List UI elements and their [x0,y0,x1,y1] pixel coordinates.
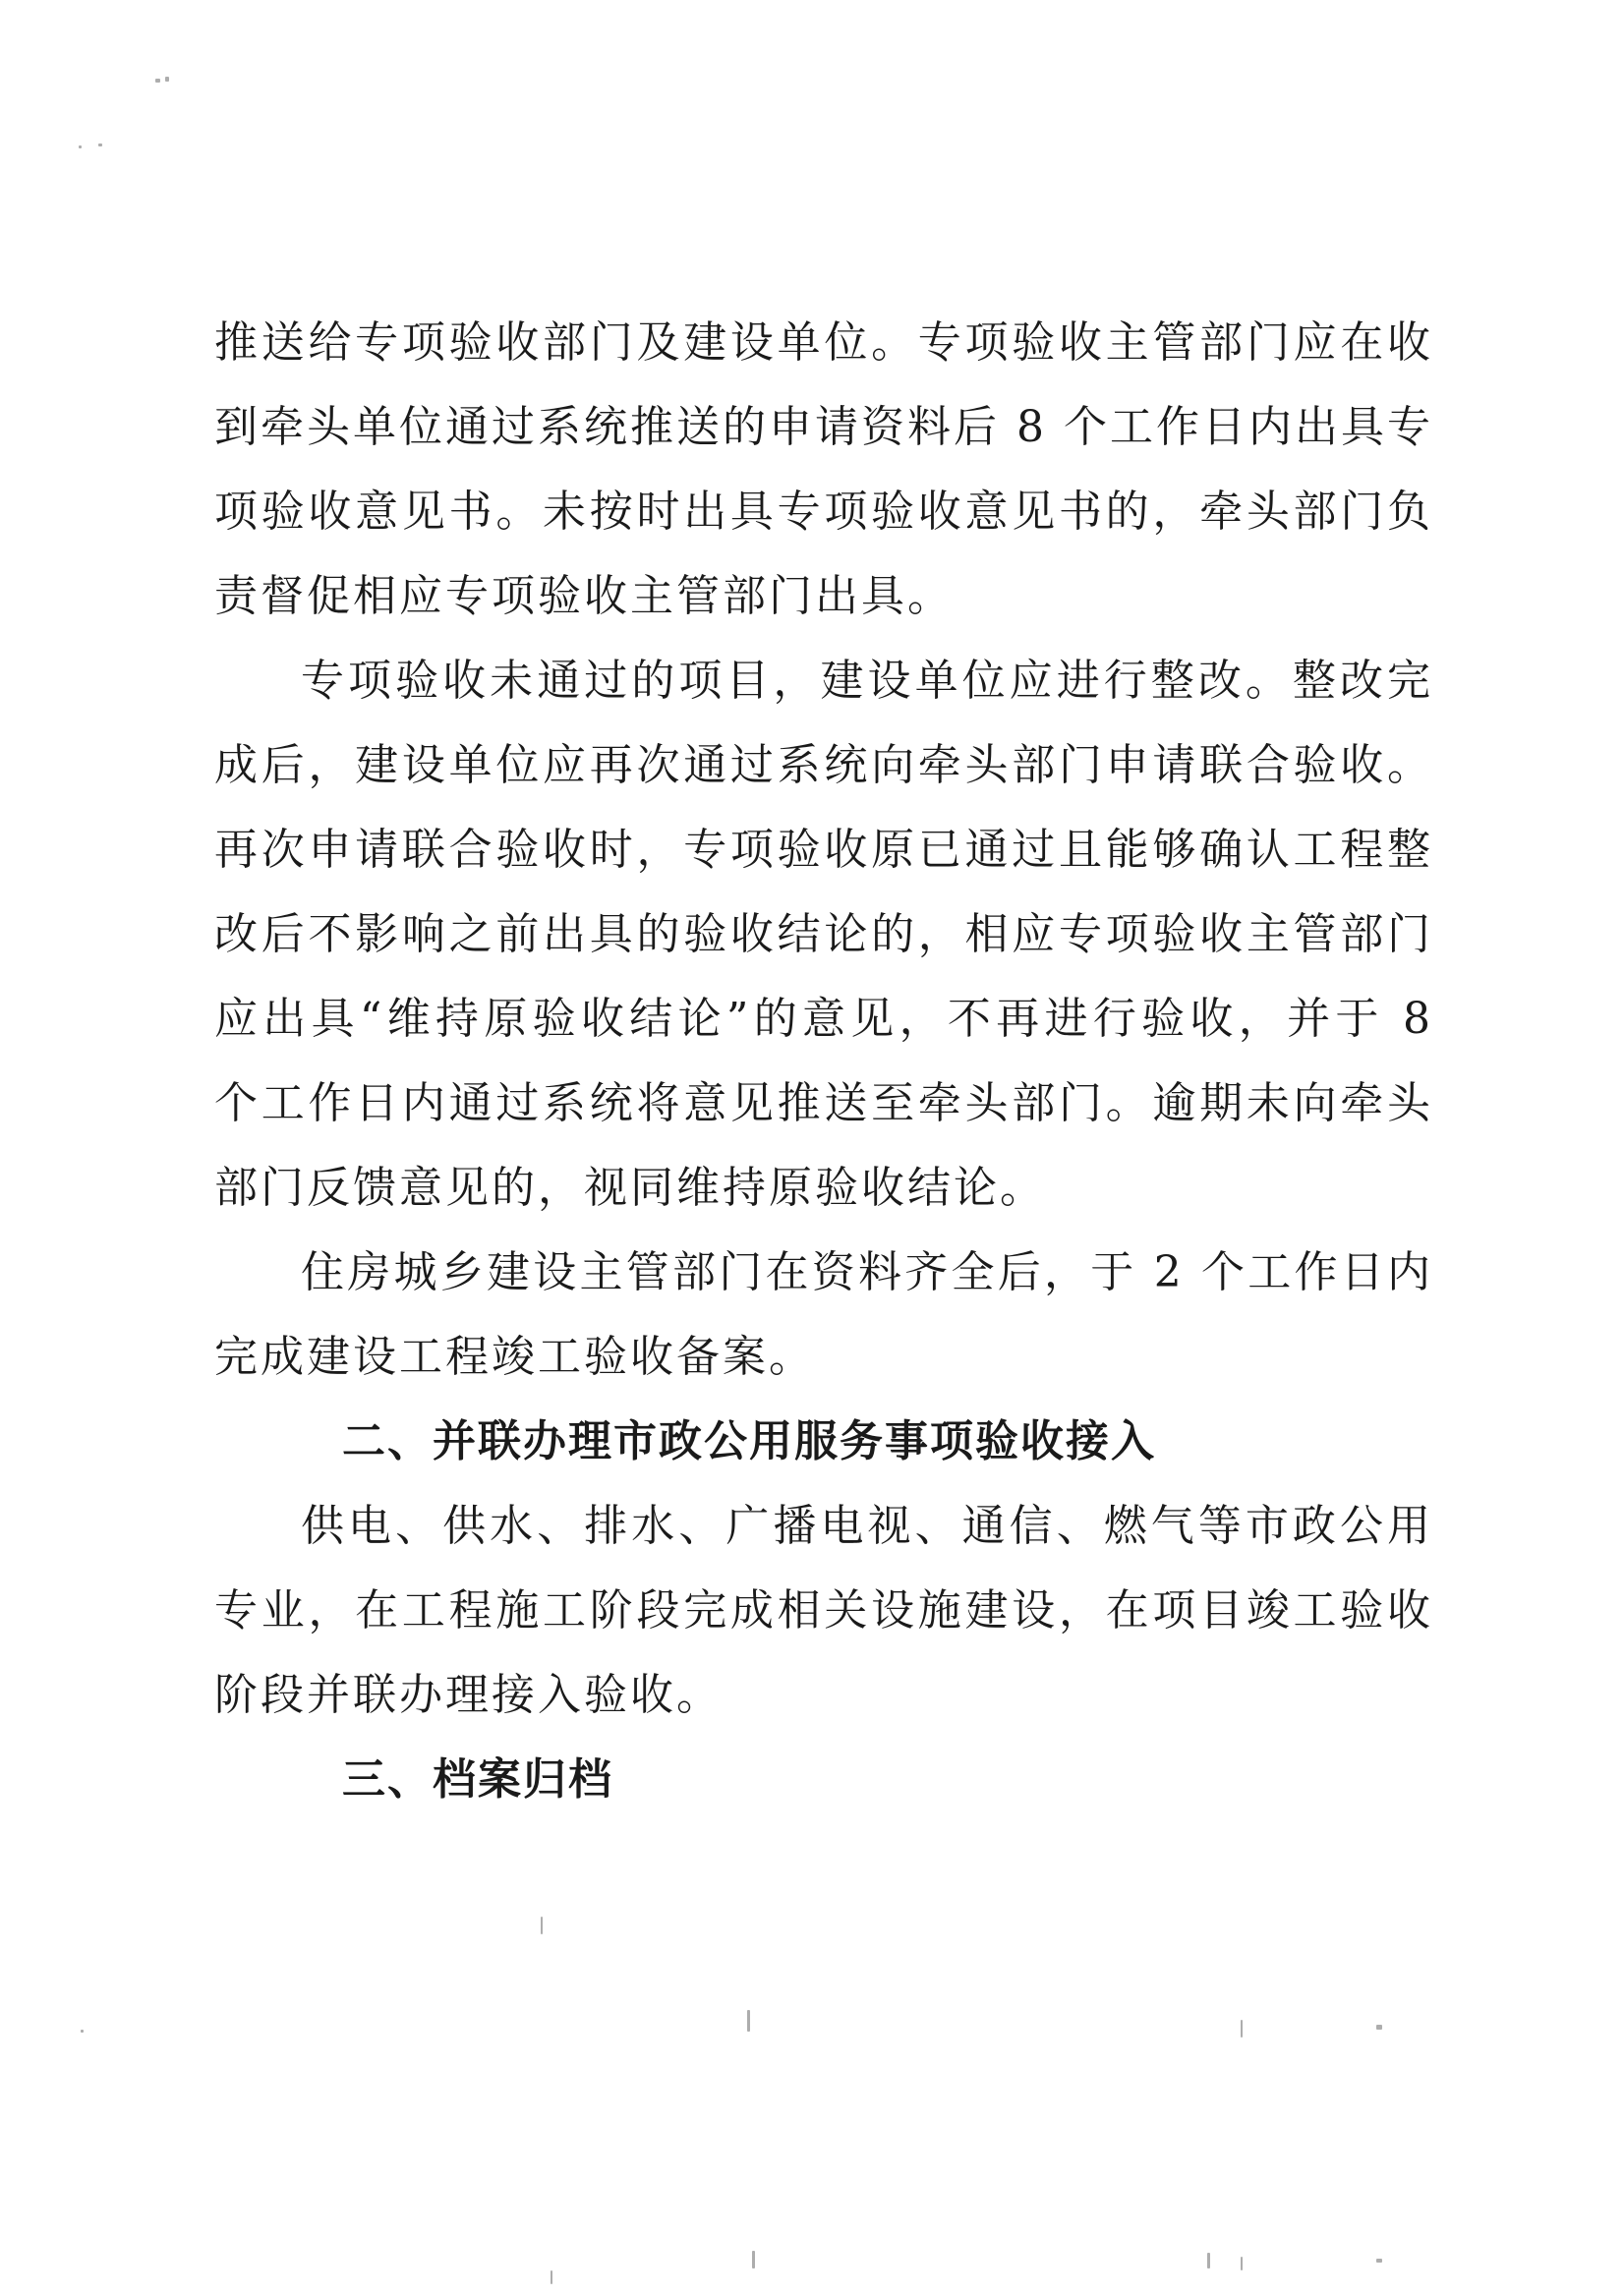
scan-speck [752,2251,755,2268]
scan-speck [1241,2257,1243,2270]
scan-speck [1376,2025,1382,2030]
paragraph-1: 推送给专项验收部门及建设单位。专项验收主管部门应在收到牵头单位通过系统推送的申请资料后 8 个工作日内出具专项验收意见书。未按时出具专项验收意见书的，牵头部门负责督促相应专项验收主管部门出具。 [214,317,1433,621]
paragraph-4: 供电、供水、排水、广播电视、通信、燃气等市政公用专业，在工程施工阶段完成相关设施建设，在项目竣工验收阶段并联办理接入验收。 [214,1501,1433,1720]
scan-speck [541,1917,543,1934]
section-heading-3: 三、档案归档 [342,1754,613,1805]
scan-speck [98,144,102,146]
scan-speck [747,2010,750,2032]
scan-speck [165,77,169,82]
scan-speck [79,145,82,148]
scan-speck [551,2270,552,2284]
scan-speck [1376,2259,1382,2263]
scan-speck [155,79,160,83]
body-text [214,301,1433,1822]
paragraph-2: 专项验收未通过的项目，建设单位应进行整改。整改完成后，建设单位应再次通过系统向牵头部门申请联合验收。再次申请联合验收时，专项验收原已通过且能够确认工程整改后不影响之前出具的验收结论的，相应专项验收主管部门应出具“维持原验收结论”的意见，不再进行验收，并于 8 个工作日内通过系统将意见推送至牵头部门。逾期未向牵头部门反馈意见的，视同维持原验收结论。 [214,656,1433,1213]
section-heading-2: 二、并联办理市政公用服务事项验收接入 [342,1416,1156,1466]
scan-speck [81,2030,84,2033]
scan-speck [1241,2020,1243,2038]
scan-speck [1207,2253,1210,2268]
paragraph-3: 住房城乡建设主管部门在资料齐全后，于 2 个工作日内完成建设工程竣工验收备案。 [214,1247,1433,1382]
